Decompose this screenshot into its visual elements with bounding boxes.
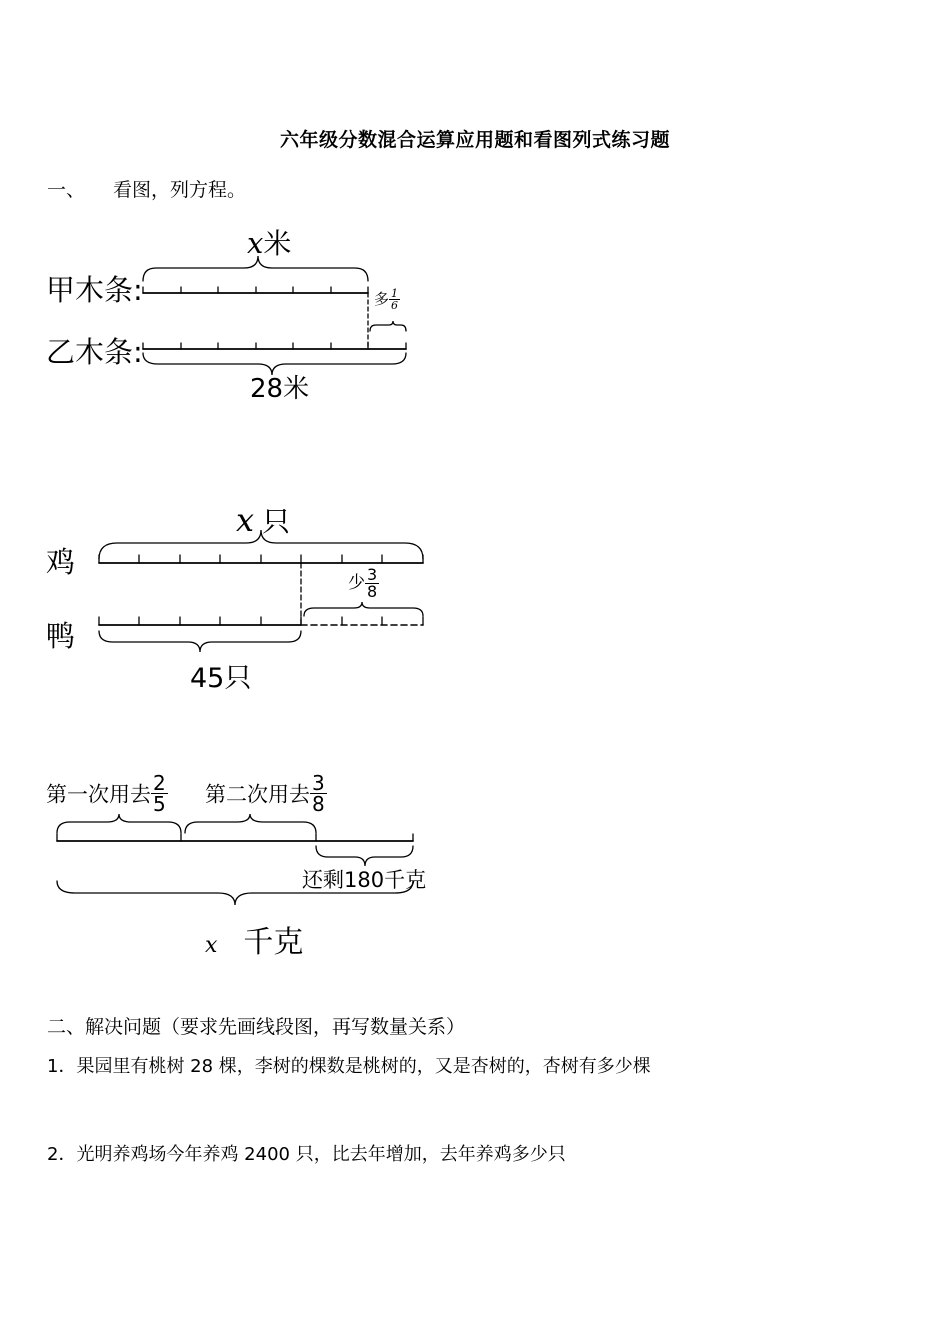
section1-number: 一、 bbox=[47, 179, 86, 201]
numerator: 3 bbox=[367, 565, 378, 584]
row-label-duck: 鸭 bbox=[46, 619, 76, 653]
question-number: 1． bbox=[47, 1056, 77, 1077]
bottom-quantity-label: 28米 bbox=[250, 374, 310, 404]
numerator: 2 bbox=[153, 771, 166, 795]
question-2 bbox=[47, 1140, 566, 1166]
question-text: 光明养鸡场今年养鸡 2400 只，比去年增加，去年养鸡多少只 bbox=[76, 1144, 566, 1165]
section2-heading: 二、解决问题（要求先画线段图，再写数量关系） bbox=[47, 1016, 466, 1038]
second-use-text: 第二次用去 bbox=[205, 782, 310, 807]
denominator: 5 bbox=[153, 792, 166, 816]
variable-x: x bbox=[247, 226, 264, 260]
brace-jia-top bbox=[143, 256, 368, 281]
variable-x: x bbox=[236, 501, 255, 539]
row-label-jia: 甲木条: bbox=[46, 273, 143, 307]
question-number: 2． bbox=[47, 1144, 77, 1165]
section1-label: 看图，列方程。 bbox=[113, 179, 247, 201]
first-use-text: 第一次用去 bbox=[46, 782, 151, 807]
brace-first-use bbox=[57, 814, 181, 833]
brace-second-use bbox=[185, 814, 316, 833]
unit: 只 bbox=[262, 505, 291, 538]
brace-yi-bottom bbox=[143, 353, 406, 375]
less-word: 少 bbox=[348, 573, 365, 593]
ticks-chicken bbox=[99, 555, 423, 563]
unit: 米 bbox=[263, 227, 292, 260]
brace-less bbox=[304, 602, 423, 616]
numerator: 3 bbox=[312, 771, 325, 795]
bottom-quantity-label: 45只 bbox=[190, 663, 252, 694]
brace-more bbox=[370, 321, 406, 331]
variable-x: x bbox=[205, 933, 218, 958]
ticks-duck bbox=[99, 617, 423, 625]
more-word: 多 bbox=[374, 290, 390, 308]
brace-total-bottom bbox=[57, 881, 413, 905]
denominator: 6 bbox=[391, 299, 399, 312]
brace-remaining bbox=[316, 846, 413, 866]
row-label-chicken: 鸡 bbox=[46, 545, 76, 579]
unit: 千克 bbox=[243, 925, 304, 960]
ticks-total bbox=[57, 834, 413, 841]
denominator: 8 bbox=[312, 792, 325, 816]
page-title: 六年级分数混合运算应用题和看图列式练习题 bbox=[279, 129, 670, 151]
denominator: 8 bbox=[367, 582, 378, 601]
numerator: 1 bbox=[391, 287, 399, 300]
row-label-yi: 乙木条: bbox=[46, 335, 143, 369]
question-1 bbox=[47, 1052, 651, 1078]
question-text: 果园里有桃树 28 棵，李树的棵数是桃树的，又是杏树的，杏树有多少棵 bbox=[76, 1056, 651, 1077]
brace-duck-bottom bbox=[99, 631, 301, 652]
remaining-label: 还剩180千克 bbox=[302, 868, 427, 892]
